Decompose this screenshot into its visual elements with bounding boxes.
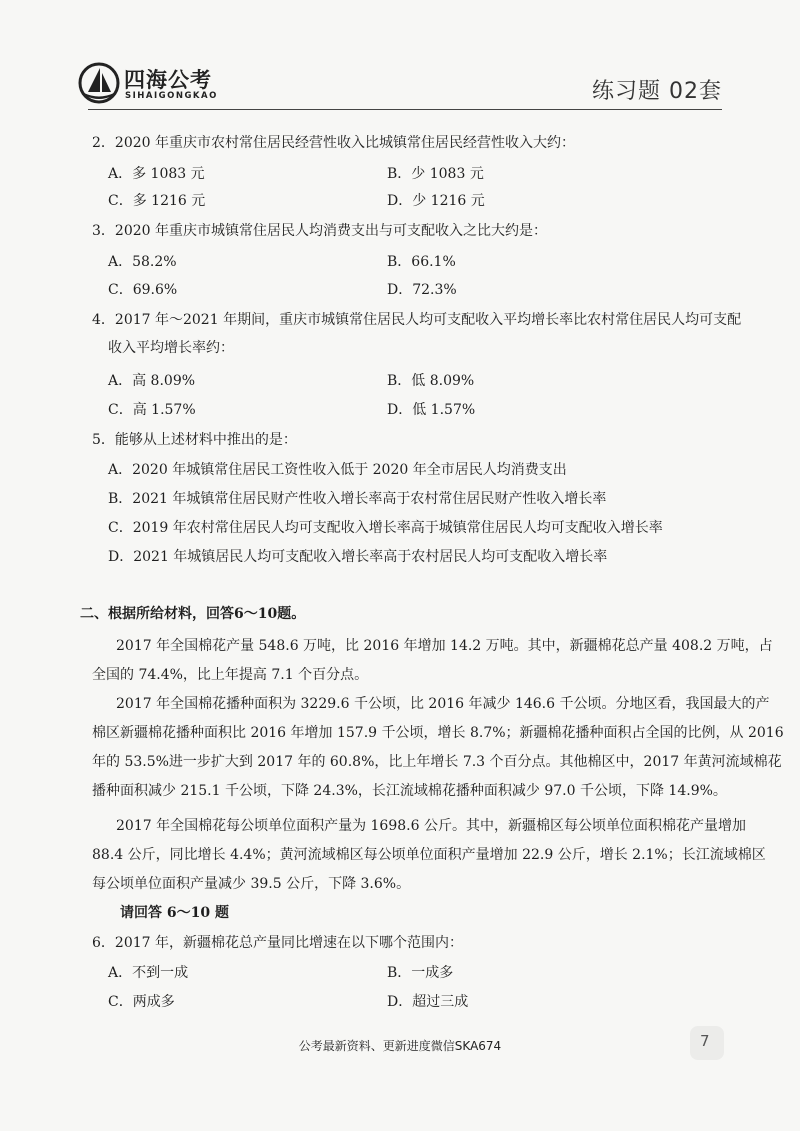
question-2-stem: 2．2020 年重庆市农村常住居民经营性收入比城镇常住居民经营性收入大约： — [92, 135, 575, 151]
paragraph-3-line-2: 88.4 公斤，同比增长 4.4%；黄河流域棉区每公顷单位面积产量增加 22.9 公斤，增长 2.1%；长江流域棉区 — [92, 847, 766, 863]
question-6-option-c: C．两成多 — [108, 994, 175, 1010]
paragraph-2-line-3: 年的 53.5%进一步扩大到 2017 年的 60.8%，比上年增长 7.3 个百分点。其他棉区中，2017 年黄河流域棉花 — [92, 754, 782, 770]
section-2-heading: 二、根据所给材料，回答6～10题。 — [80, 606, 306, 622]
question-4-stem-line-2: 收入平均增长率约： — [108, 340, 234, 356]
question-5-option-d: D．2021 年城镇居民人均可支配收入增长率高于农村居民人均可支配收入增长率 — [108, 549, 608, 565]
footer-note: 公考最新资料、更新进度微信SKA674 — [298, 1039, 502, 1053]
question-2-option-a: A．多 1083 元 — [108, 166, 205, 182]
question-5-option-a: A．2020 年城镇常住居民工资性收入低于 2020 年全市居民人均消费支出 — [108, 462, 567, 478]
page-number: 7 — [700, 1032, 710, 1050]
question-6-option-a: A．不到一成 — [108, 965, 189, 981]
logo-en-text: SIHAIGONGKAO — [125, 91, 218, 101]
logo-cn-text: 四海公考 — [124, 68, 212, 92]
question-5-option-c: C．2019 年农村常住居民人均可支配收入增长率高于城镇常住居民人均可支配收入增长率 — [108, 520, 663, 536]
question-2-option-b: B．少 1083 元 — [387, 166, 484, 182]
paragraph-3-line-1: 2017 年全国棉花每公顷单位面积产量为 1698.6 公斤。其中，新疆棉区每公顷单位面积棉花产量增加 — [116, 818, 746, 834]
question-4-option-a: A．高 8.09% — [108, 373, 196, 389]
question-6-option-b: B．一成多 — [387, 965, 454, 981]
question-3-option-b: B．66.1% — [387, 254, 456, 270]
question-5-stem: 5．能够从上述材料中推出的是： — [92, 432, 297, 448]
paragraph-2-line-1: 2017 年全国棉花播种面积为 3229.6 千公顷，比 2016 年减少 146.6 千公顷。分地区看，我国最大的产 — [116, 696, 770, 712]
paragraph-1-line-1: 2017 年全国棉花产量 548.6 万吨，比 2016 年增加 14.2 万吨。其中，新疆棉花总产量 408.2 万吨，占 — [116, 638, 773, 654]
question-4-stem-line-1: 4．2017 年～2021 年期间，重庆市城镇常住居民人均可支配收入平均增长率比农村常住居民人均可支配 — [92, 312, 742, 328]
question-4-option-b: B．低 8.09% — [387, 373, 475, 389]
question-3-option-a: A．58.2% — [108, 254, 177, 270]
question-4-option-c: C．高 1.57% — [108, 402, 196, 418]
question-3-stem: 3．2020 年重庆市城镇常住居民人均消费支出与可支配收入之比大约是： — [92, 223, 547, 239]
question-3-option-d: D．72.3% — [387, 282, 457, 298]
sailboat-logo-icon — [78, 62, 120, 104]
question-6-stem: 6．2017 年，新疆棉花总产量同比增速在以下哪个范围内： — [92, 935, 463, 951]
header-divider — [88, 109, 722, 110]
paragraph-1-line-2: 全国的 74.4%，比上年提高 7.1 个百分点。 — [92, 667, 369, 683]
question-2-option-d: D．少 1216 元 — [387, 193, 485, 209]
question-3-option-c: C．69.6% — [108, 282, 178, 298]
paragraph-3-line-3: 每公顷单位面积产量减少 39.5 公斤，下降 3.6%。 — [92, 876, 411, 892]
question-4-option-d: D．低 1.57% — [387, 402, 476, 418]
paragraph-2-line-4: 播种面积减少 215.1 千公顷，下降 24.3%，长江流域棉花播种面积减少 97.0 千公顷，下降 14.9%。 — [92, 783, 727, 799]
answer-instruction: 请回答 6～10 题 — [120, 905, 229, 921]
question-5-option-b: B．2021 年城镇常住居民财产性收入增长率高于农村常住居民财产性收入增长率 — [108, 491, 607, 507]
exercise-set-title: 练习题 02套 — [592, 79, 722, 104]
logo — [78, 62, 228, 112]
question-6-option-d: D．超过三成 — [387, 994, 469, 1010]
question-2-option-c: C．多 1216 元 — [108, 193, 206, 209]
paragraph-2-line-2: 棉区新疆棉花播种面积比 2016 年增加 157.9 千公顷，增长 8.7%；新疆棉花播种面积占全国的比例，从 2016 — [92, 725, 784, 741]
